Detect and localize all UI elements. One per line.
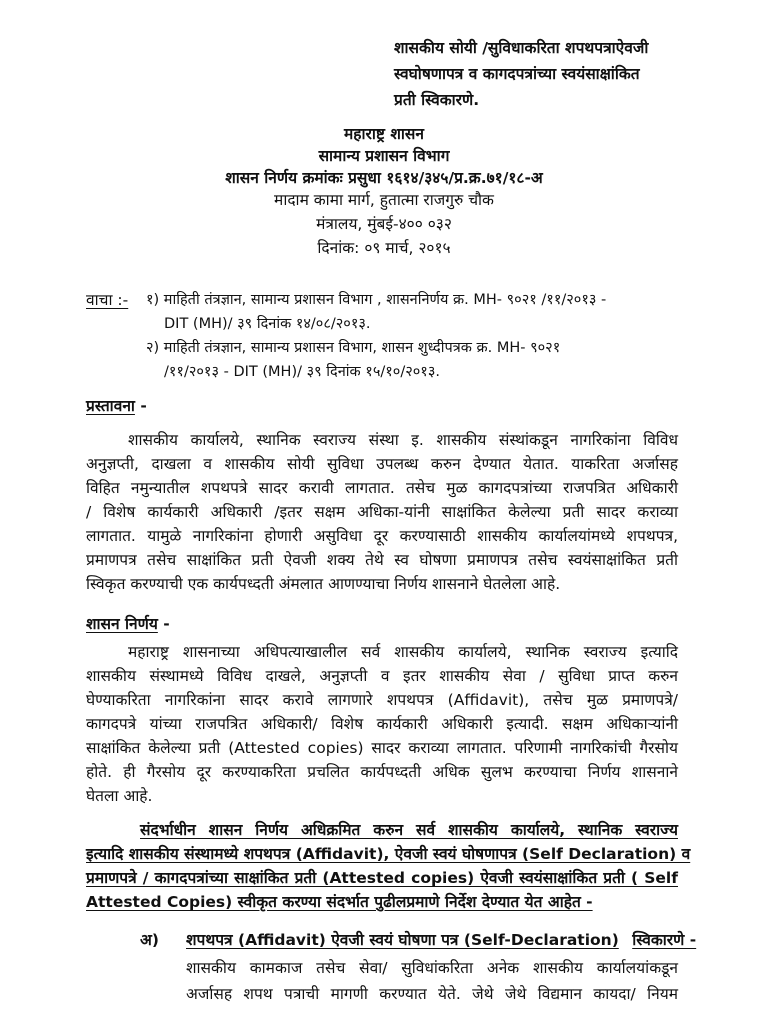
directive-line: इत्यादि शासकीय संस्थामध्ये शपथपत्र (Affidavit), ऐवजी स्वयं घोषणापत्र (Self Declaration) व [86,845,691,863]
clause-a-marker: अ) [140,931,159,949]
preamble-line: / विशेष कार्यकारी अधिकारी /इतर सक्षम अधिका-यांनी साक्षांकित केलेल्या प्रती सादर कराव्या [86,503,678,521]
decision-line: महाराष्ट्र शासनाच्या अधिपत्याखालील सर्व शासकीय कार्यालये, स्थानिक स्वराज्य इत्यादि [128,643,678,661]
decision-line: शासकीय संस्थामध्ये विविध दाखले, अनुज्ञप्ती व इतर शासकीय सेवा / सुविधा प्राप्त करुन [86,667,678,685]
decision-heading [86,614,170,634]
preamble-line: प्रमाणपत्र तसेच साक्षांकित प्रती ऐवजी शक्य तेथे स्व घोषणा प्रमाणपत्र तसेच स्वयंसाक्षांकित प्रती [86,551,678,569]
clause-a-title-tail: स्विकारणे - [632,931,697,949]
department-name: सामान्य प्रशासन विभाग [318,147,450,165]
reference-2-line-2: /११/२०१३ - DIT (MH)/ ३९ दिनांक १५/१०/२०१३. [164,364,440,380]
decision-heading-text: शासन निर्णय [86,615,158,633]
subject-line-1: शासकीय सोयी /सुविधाकरिता शपथपत्राऐवजी [394,39,649,57]
preamble-line: अनुज्ञप्ती, दाखला व शासकीय सोयी सुविधा उपलब्ध करुन देण्यात येतात. याकरिता अर्जासह [86,455,678,473]
preamble-heading-dash: - [140,397,147,415]
gr-number: शासन निर्णय क्रमांकः प्रसुधा १६१४/३४५/प्र.क्र.७१/१८-अ [225,169,543,187]
reference-1-line-2: DIT (MH)/ ३९ दिनांक १४/०८/२०१३. [164,316,371,332]
preamble-line: लागतात. यामुळे नागरिकांना होणारी असुविधा दूर करण्यासाठी शासकीय कार्यालयांमध्ये शपथपत्र, [86,527,678,545]
preamble-heading [86,396,147,416]
preamble-line: स्विकृत करण्याची एक कार्यपध्दती अंमलात आणण्याचा निर्णय शासनाने घेतलेला आहे. [86,575,561,593]
document-date: दिनांक: ०९ मार्च, २०१५ [317,239,451,257]
government-name: महाराष्ट्र शासन [344,125,424,143]
directive-line: संदर्भाधीन शासन निर्णय अधिक्रमित करुन सर्व शासकीय कार्यालये, स्थानिक स्वराज्य [140,821,678,839]
references-label: वाचा :- [86,291,129,309]
address-line-2: मंत्रालय, मुंबई-४०० ०३२ [316,215,452,233]
clause-a-line: शासकीय कामकाज तसेच सेवा/ सुविधांकरिता अनेक शासकीय कार्यालयांकडून [186,959,678,977]
decision-line: घेतला आहे. [86,787,153,805]
preamble-line: विहित नमुन्यातील शपथपत्रे सादर करावी लागतात. तसेच मुळ कागदपत्रांच्या राजपत्रित अधिकारी [86,479,678,497]
directive-line: Attested Copies) स्वीकृत करण्या संदर्भात पुढीलप्रमाणे निर्देश देण्यात येत आहेत - [86,893,593,911]
subject-line-3: प्रती स्विकारणे. [394,91,480,109]
decision-line: कागदपत्रे यांच्या राजपत्रित अधिकारी/ विशेष कार्यकारी अधिकारी इत्यादी. सक्षम अधिकाऱ्यांनी [86,715,678,733]
clause-a-line: अर्जासह शपथ पत्राची मागणी करण्यात येते. जेथे जेथे विद्यमान कायदा/ नियम [186,985,678,1003]
clause-a-title [186,930,696,950]
directive-line: प्रमाणपत्रे / कागदपत्रांच्या साक्षांकित प्रती (Attested copies) ऐवजी स्वयंसाक्षांकित प्रती ( Self [86,869,678,887]
reference-2-line-1: २) माहिती तंत्रज्ञान, सामान्य प्रशासन विभाग, शासन शुध्दीपत्रक क्र. MH- ९०२१ [146,340,561,356]
decision-line: घेण्याकरिता नागरिकांना सादर करावे लागणारे शपथपत्र (Affidavit), तसेच मुळ प्रमाणपत्रे/ [86,691,678,709]
decision-line: होते. ही गैरसोय दूर करण्याकरिता प्रचलित कार्यपध्दती अधिक सुलभ करण्याचा निर्णय शासनाने [86,763,678,781]
decision-line: साक्षांकित केलेल्या प्रती (Attested copies) सादर कराव्या लागतात. परिणामी नागरिकांची गैरसोय [86,739,678,757]
subject-line-2: स्वघोषणापत्र व कागदपत्रांच्या स्वयंसाक्षांकित [394,65,640,83]
address-line-1: मादाम कामा मार्ग, हुतात्मा राजगुरु चौक [274,191,494,209]
clause-a-title-text: शपथपत्र (Affidavit) ऐवजी स्वयं घोषणा पत्र (Self-Declaration) [186,931,619,949]
decision-heading-dash: - [163,615,170,633]
reference-1-line-1: १) माहिती तंत्रज्ञान, सामान्य प्रशासन विभाग , शासननिर्णय क्र. MH- ९०२१ /११/२०१३ - [146,292,607,308]
preamble-heading-text: प्रस्तावना [86,397,135,415]
preamble-line: शासकीय कार्यालये, स्थानिक स्वराज्य संस्था इ. शासकीय संस्थांकडून नागरिकांना विविध [128,431,678,449]
